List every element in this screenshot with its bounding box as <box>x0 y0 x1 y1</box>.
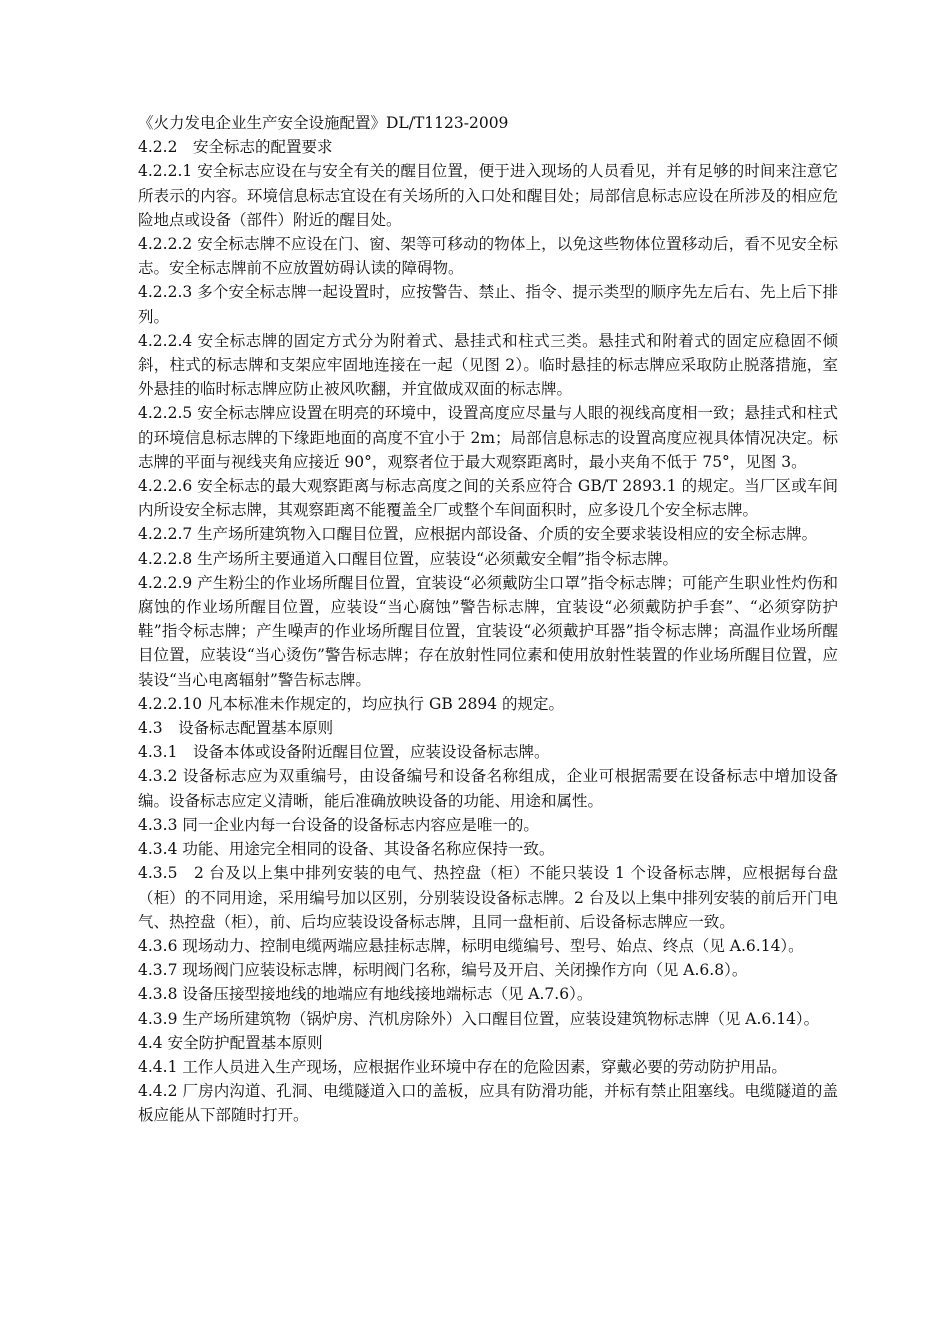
paragraph: 4.2.2.7 生产场所建筑物入口醒目位置，应根据内部设备、介质的安全要求装设相应的安全标志牌。 <box>138 525 818 544</box>
paragraph: 4.2.2.2 安全标志牌不应设在门、窗、架等可移动的物体上，以免这些物体位置移动后，看不见安全标志。安全标志牌前不应放置妨碍认读的障碍物。 <box>138 235 838 278</box>
paragraph: 4.3.1 设备本体或设备附近醒目位置，应装设设备标志牌。 <box>138 743 550 762</box>
paragraph: 4.4.1 工作人员进入生产现场，应根据作业环境中存在的危险因素，穿戴必要的劳动防护用品。 <box>138 1057 787 1076</box>
paragraph: 4.2.2.10 凡本标准未作规定的，均应执行 GB 2894 的规定。 <box>138 694 565 713</box>
paragraph: 4.2.2.4 安全标志牌的固定方式分为附着式、悬挂式和柱式三类。悬挂式和附着式的固定应稳固不倾斜，柱式的标志牌和支架应牢固地连接在一起（见图 2）。临时悬挂的标志牌应采取防止脱落措施，室外悬挂的临时标志牌应防止被风吹翻，并宜做成双面的标志牌。 <box>138 331 838 399</box>
paragraph: 4.3.7 现场阀门应装设标志牌，标明阀门名称，编号及开启、关闭操作方向（见 A.6.8）。 <box>138 961 748 980</box>
section-heading: 4.3 设备标志配置基本原则 <box>138 719 334 738</box>
paragraph: 4.3.9 生产场所建筑物（锅炉房、汽机房除外）入口醒目位置，应装设建筑物标志牌（见 A.6.14）。 <box>138 1009 820 1028</box>
paragraph: 4.3.3 同一企业内每一台设备的设备标志内容应是唯一的。 <box>138 815 539 834</box>
paragraph: 4.2.2.3 多个安全标志牌一起设置时，应按警告、禁止、指令、提示类型的顺序先左后右、先上后下排列。 <box>138 283 838 326</box>
document-page <box>138 111 838 1128</box>
paragraph: 4.2.2.6 安全标志的最大观察距离与标志高度之间的关系应符合 GB/T 2893.1 的规定。当厂区或车间内所设安全标志牌，其观察距离不能覆盖全厂或整个车间面积时，应多设几个安全标志牌。 <box>138 477 838 520</box>
document-title: 《火力发电企业生产安全设施配置》DL/T1123-2009 <box>138 114 509 132</box>
paragraph: 4.2.2.9 产生粉尘的作业场所醒目位置，宜装设“必须戴防尘口罩”指令标志牌；可能产生职业性灼伤和腐蚀的作业场所醒目位置，应装设“当心腐蚀”警告标志牌，宜装设“必须戴防护手套”、“必须穿防护鞋”指令标志牌；产生噪声的作业场所醒目位置，宜装设“必须戴护耳器”指令标志牌；高温作业场所醒目位置，应装设“当心烫伤”警告标志牌；存在放射性同位素和使用放射性装置的作业场所醒目位置，应装设“当心电离辐射”警告标志牌。 <box>138 573 838 689</box>
paragraph: 4.3.4 功能、用途完全相同的设备、其设备名称应保持一致。 <box>138 840 555 859</box>
paragraph: 4.4.2 厂房内沟道、孔洞、电缆隧道入口的盖板，应具有防滑功能，并标有禁止阻塞线。电缆隧道的盖板应能从下部随时打开。 <box>138 1082 838 1125</box>
paragraph: 4.2.2.1 安全标志应设在与安全有关的醒目位置，便于进入现场的人员看见，并有足够的时间来注意它所表示的内容。环境信息标志宜设在有关场所的入口处和醒目处；局部信息标志应设在所涉及的相应危险地点或设备（部件）附近的醒目处。 <box>138 162 838 229</box>
paragraph: 4.2.2.5 安全标志牌应设置在明亮的环境中，设置高度应尽量与人眼的视线高度相一致；悬挂式和柱式的环境信息标志牌的下缘距地面的高度不宜小于 2m；局部信息标志的设置高度应视具体情况决定。标志牌的平面与视线夹角应接近 90°，观察者位于最大观察距离时，最小夹角不低于 75°，见图 3。 <box>138 404 838 471</box>
paragraph: 4.2.2 安全标志的配置要求 <box>138 138 333 157</box>
paragraph: 4.2.2.8 生产场所主要通道入口醒目位置，应装设“必须戴安全帽”指令标志牌。 <box>138 549 679 568</box>
paragraph: 4.3.6 现场动力、控制电缆两端应悬挂标志牌，标明电缆编号、型号、始点、终点（见 A.6.14）。 <box>138 936 804 955</box>
section-heading: 4.4 安全防护配置基本原则 <box>138 1033 323 1052</box>
paragraph: 4.3.8 设备压接型接地线的地端应有地线接地端标志（见 A.7.6）。 <box>138 985 593 1004</box>
paragraph: 4.3.5 2 台及以上集中排列安装的电气、热控盘（柜）不能只装设 1 个设备标志牌，应根据每台盘（柜）的不同用途，采用编号加以区别，分别装设设备标志牌。2 台及以上集中排列安装的前后开门电气、热控盘（柜），前、后均应装设设备标志牌，且同一盘柜前、后设备标志牌应一致。 <box>138 864 838 931</box>
paragraph: 4.3.2 设备标志应为双重编号，由设备编号和设备名称组成，企业可根据需要在设备标志中增加设备编。设备标志应定义清晰，能后准确放映设备的功能、用途和属性。 <box>138 767 838 810</box>
